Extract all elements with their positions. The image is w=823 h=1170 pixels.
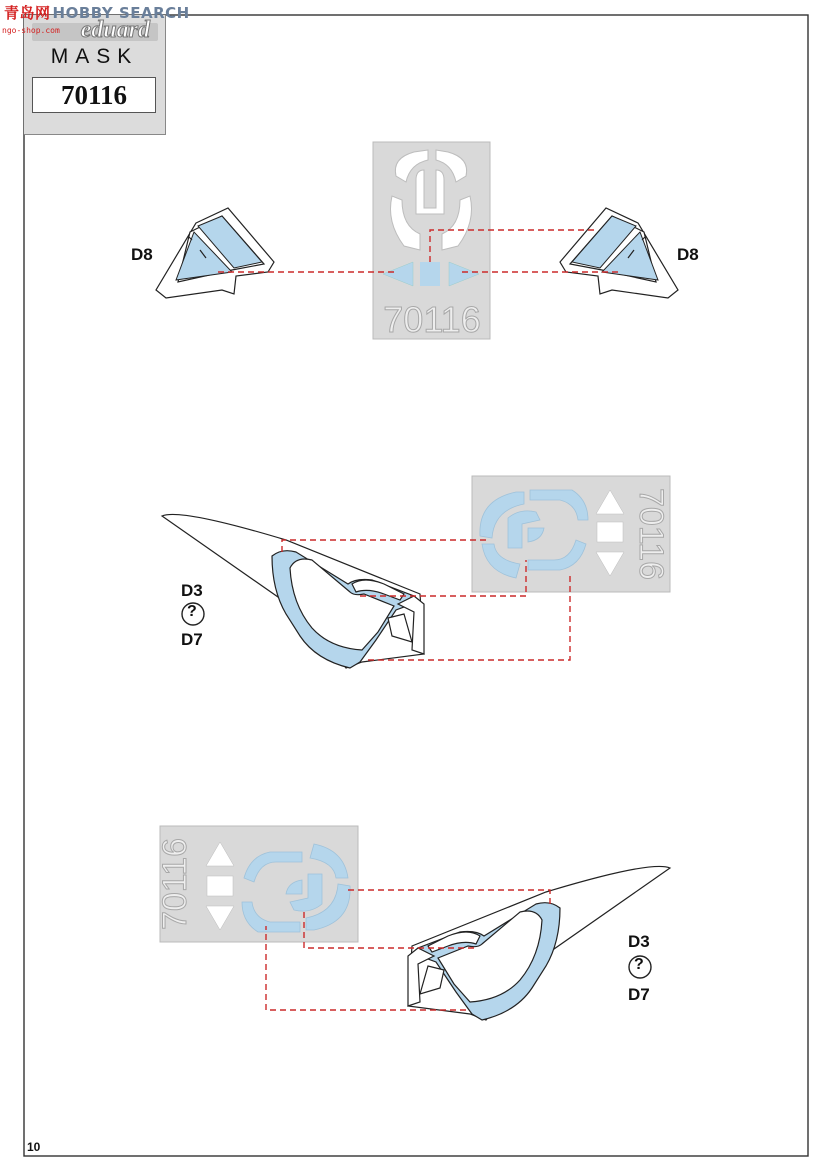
eduard-logo-text: eduard: [80, 17, 150, 43]
watermark-sub: ngo-shop.com: [2, 26, 60, 35]
label-alt-upper: ?: [187, 603, 197, 620]
label-d3-lower: D3: [628, 932, 650, 951]
label-d8-right: D8: [677, 245, 699, 264]
label-d7-lower: D7: [628, 985, 650, 1004]
sheet-number-3: 70116: [156, 837, 194, 931]
label-alt-lower: ?: [634, 956, 644, 973]
step-1: [156, 142, 678, 340]
part-d8-left: [156, 208, 274, 298]
product-number: 70116: [32, 77, 156, 113]
watermark: [4, 2, 190, 23]
mask-2-center-square: [597, 522, 623, 542]
watermark-cn: 青岛网: [4, 4, 51, 22]
label-d3-upper: D3: [181, 581, 203, 600]
label-d7-upper: D7: [181, 630, 203, 649]
watermark-text: HOBBY SEARCH: [52, 4, 190, 22]
step-3: [156, 826, 670, 1020]
mask-1-center-square: [420, 262, 440, 286]
sheet-number-2: 70116: [632, 487, 670, 581]
part-d8-right: [560, 208, 678, 298]
label-d8-left: D8: [131, 245, 153, 264]
page-number: 10: [27, 1140, 41, 1154]
sheet-number-1: 70116: [383, 299, 481, 340]
step-2: [162, 476, 670, 668]
mask-3-center-square: [207, 876, 233, 896]
brand-subtitle: MASK: [50, 45, 139, 68]
